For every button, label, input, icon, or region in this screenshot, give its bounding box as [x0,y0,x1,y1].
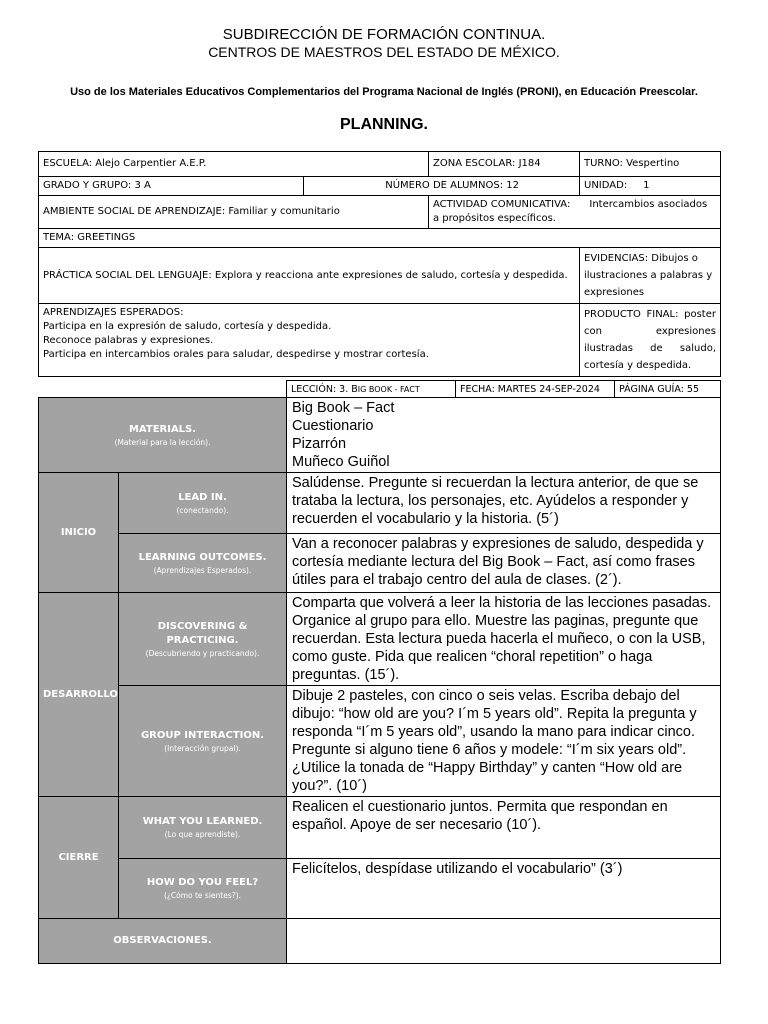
what-you-learned-label: WHAT YOU LEARNED. [142,816,263,827]
learning-outcomes-label: LEARNING OUTCOMES. [138,551,267,563]
leccion-smallcaps: IG BOOK - FACT [357,384,420,394]
lead-in-text: Salúdense. Pregunte si recuerdan la lectura anterior, de que se trataba la lectura, los personajes, etc. Ayúdelos a responder y recuerden el vocabulario y la historia. (5´) [287,473,721,534]
aprendizaje-item-2: Reconoce palabras y expresiones. [43,335,214,346]
learning-outcomes-sublabel: (Aprendizajes Esperados). [153,565,252,575]
materials-label: MATERIALS. [128,423,197,435]
aprendizaje-item-1: Participa en la expresión de saludo, cortesía y despedida. [43,321,332,332]
materials-label-cell [39,398,287,473]
tema-cell: TEMA: GREETINGS [39,229,721,248]
aprendizajes-esperados-cell [39,304,580,377]
fecha-cell: FECHA: MARTES 24-SEP-2024 [456,381,615,398]
turno-cell: TURNO: Vespertino [580,152,721,177]
discovering-text: Comparta que volverá a leer la historia de las lecciones pasadas. Organice al grupo para ello. Muestre las paginas, pregunte que recuerdan. Esta lectura pueda hacerla el muñeco, o con la USB, como guste. Pida que realicen “choral repetition” o haga preguntas. (15´). [287,593,721,686]
page-title: PLANNING. [340,116,428,133]
materials-sublabel: (Material para la lección). [114,437,211,447]
learning-outcomes-text: Van a reconocer palabras y expresiones de saludo, despedida y cortesía mediante lectura del Big Book – Fact, así como frases útiles para el trabajo centro del aula de clases. (2´). [287,534,721,593]
inicio-label: INICIO [39,473,119,593]
escuela-cell: ESCUELA: Alejo Carpentier A.E.P. [39,152,429,177]
lesson-header-table [286,380,721,398]
lead-in-label-cell [119,473,287,534]
document-subtitle: Uso de los Materiales Educativos Complementarios del Programa Nacional de Inglés (PRONI), en Educación Preescolar. [70,86,698,98]
material-item-3: Pizarrón [292,436,347,452]
discovering-sublabel: (Descubriendo y practicando). [145,648,260,658]
group-interaction-sublabel: (Interacción grupal). [164,743,241,753]
grado-grupo-cell: GRADO Y GRUPO: 3 A [39,177,304,196]
how-do-you-feel-label: HOW DO YOU FEEL? [146,877,259,888]
aprendizaje-item-3: Participa en intercambios orales para saludar, despedirse y mostrar cortesía. [43,349,429,360]
observaciones-label: OBSERVACIONES. [39,919,287,964]
group-interaction-label: GROUP INTERACTION. [140,729,265,741]
material-item-2: Cuestionario [292,418,374,434]
how-do-you-feel-sublabel: (¿Cómo te sientes?). [163,891,242,900]
cierre-label: CIERRE [39,797,119,919]
producto-final-cell: PRODUCTO FINAL: poster con expresiones ilustradas de saludo, cortesía y despedida. [580,304,721,377]
desarrollo-label: DESARROLLO [39,593,119,797]
aprendizajes-title: APRENDIZAJES ESPERADOS: [43,307,184,318]
learning-outcomes-label-cell [119,534,287,593]
leccion-label: LECCIÓN: 3. B [291,383,358,395]
how-do-you-feel-label-cell [119,859,287,919]
evidencias-cell: EVIDENCIAS: Dibujos o ilustraciones a palabras y expresiones [580,248,721,304]
header-line-2: CENTROS DE MAESTROS DEL ESTADO DE MÉXICO. [208,44,560,60]
what-you-learned-sublabel: (Lo que aprendiste). [164,830,241,839]
discovering-label: DISCOVERING & PRACTICING. [157,620,248,646]
group-interaction-label-cell [119,686,287,797]
unidad-cell: UNIDAD: 1 [580,177,721,196]
material-item-4: Muñeco Guiñol [292,454,390,470]
zona-escolar-cell: ZONA ESCOLAR: J184 [429,152,580,177]
actividad-comunicativa-cell: ACTIVIDAD COMUNICATIVA: Intercambios asociados a propósitos específicos. [429,196,721,229]
school-info-table [38,151,721,377]
lesson-plan-table [38,397,721,964]
materials-list-cell [287,398,721,473]
leccion-cell [287,381,456,398]
discovering-label-cell [119,593,287,686]
lead-in-label: LEAD IN. [178,491,227,503]
header-line-1: SUBDIRECCIÓN DE FORMACIÓN CONTINUA. [222,26,546,43]
observaciones-field[interactable] [287,919,721,964]
lead-in-sublabel: (conectando). [176,505,229,515]
practica-social-cell: PRÁCTICA SOCIAL DEL LENGUAJE: Explora y reacciona ante expresiones de saludo, cortesía y despedida. [39,248,580,304]
what-you-learned-text: Realicen el cuestionario juntos. Permita que respondan en español. Apoye de ser necesario (10´). [287,797,721,859]
how-do-you-feel-text: Felicítelos, despídase utilizando el vocabulario” (3´) [287,859,721,919]
material-item-1: Big Book – Fact [292,400,395,416]
what-you-learned-label-cell [119,797,287,859]
pagina-guia-cell: PÁGINA GUÍA: 55 [615,381,721,398]
ambiente-social-cell: AMBIENTE SOCIAL DE APRENDIZAJE: Familiar y comunitario [39,196,429,229]
numero-alumnos-cell: NÚMERO DE ALUMNOS: 12 [304,177,580,196]
group-interaction-text: Dibuje 2 pasteles, con cinco o seis velas. Escriba debajo del dibujo: “how old are you? I´m 5 years old”. Repita la pregunta y responda “I´m 5 years old”, usando la mano para indicar cinco. Pregunte si alguno tiene 6 años y modele: “I´m six years old”. ¿Utilice la tonada de “Happy Birthday” y canten “How old are you?”. (10´) [287,686,721,797]
